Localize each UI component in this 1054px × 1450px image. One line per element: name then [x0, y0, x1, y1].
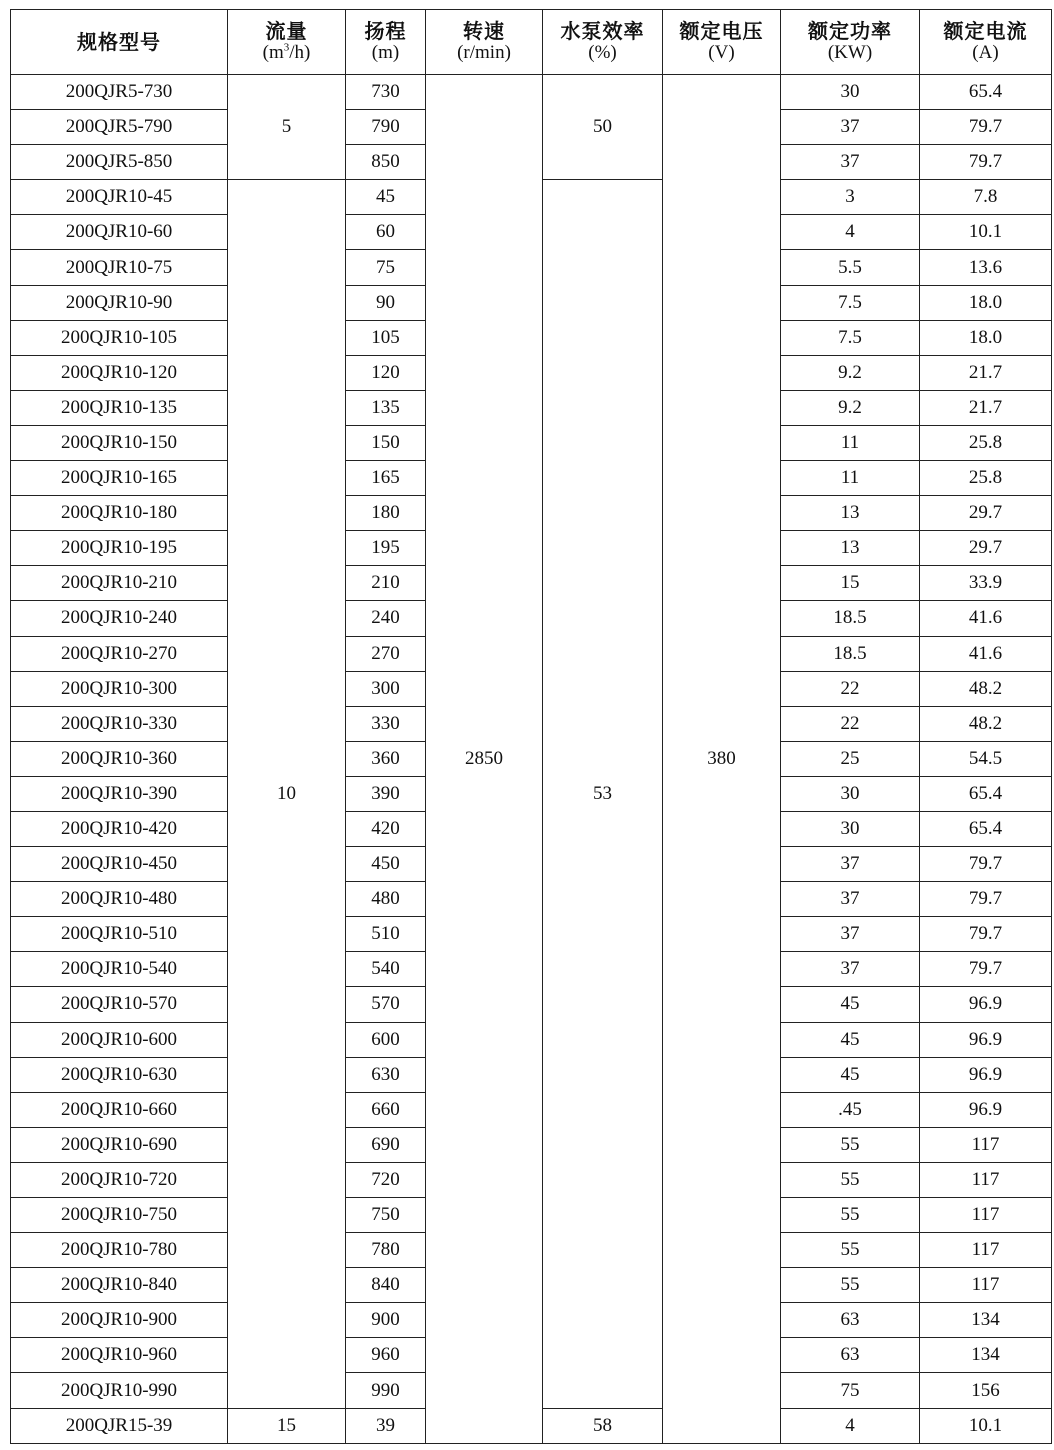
power-cell: 25: [781, 741, 920, 776]
model-cell: 200QJR10-90: [11, 285, 228, 320]
head-cell: 780: [346, 1233, 426, 1268]
power-cell: 37: [781, 882, 920, 917]
model-cell: 200QJR5-790: [11, 110, 228, 145]
power-cell: 13: [781, 496, 920, 531]
header-unit: (A): [972, 42, 999, 63]
model-cell: 200QJR10-990: [11, 1373, 228, 1408]
header-voltage: [663, 10, 781, 75]
model-cell: 200QJR10-240: [11, 601, 228, 636]
power-cell: 37: [781, 110, 920, 145]
model-cell: 200QJR10-60: [11, 215, 228, 250]
model-cell: 200QJR10-45: [11, 180, 228, 215]
model-cell: 200QJR10-840: [11, 1268, 228, 1303]
head-cell: 60: [346, 215, 426, 250]
model-cell: 200QJR5-730: [11, 75, 228, 110]
voltage-cell: 380: [663, 75, 781, 1444]
model-cell: 200QJR10-330: [11, 706, 228, 741]
head-cell: 45: [346, 180, 426, 215]
header-unit: (V): [708, 42, 735, 63]
header-power: [781, 10, 920, 75]
head-cell: 210: [346, 566, 426, 601]
model-cell: 200QJR10-570: [11, 987, 228, 1022]
power-cell: 11: [781, 461, 920, 496]
head-cell: 195: [346, 531, 426, 566]
model-cell: 200QJR10-390: [11, 776, 228, 811]
model-cell: 200QJR10-420: [11, 811, 228, 846]
header-title: 水泵效率: [560, 19, 645, 43]
head-cell: 660: [346, 1092, 426, 1127]
header-speed: [426, 10, 543, 75]
power-cell: 22: [781, 706, 920, 741]
head-cell: 120: [346, 355, 426, 390]
power-cell: 30: [781, 75, 920, 110]
model-cell: 200QJR10-105: [11, 320, 228, 355]
model-cell: 200QJR10-540: [11, 952, 228, 987]
current-cell: 48.2: [920, 671, 1052, 706]
current-cell: 79.7: [920, 917, 1052, 952]
header-title: 转速: [463, 19, 505, 43]
header-model: [11, 10, 228, 75]
current-cell: 65.4: [920, 776, 1052, 811]
current-cell: 96.9: [920, 1057, 1052, 1092]
current-cell: 65.4: [920, 75, 1052, 110]
speed-cell: 2850: [426, 75, 543, 1444]
current-cell: 96.9: [920, 987, 1052, 1022]
power-cell: 45: [781, 1022, 920, 1057]
head-cell: 360: [346, 741, 426, 776]
power-cell: 11: [781, 425, 920, 460]
table-row: [11, 75, 1052, 110]
current-cell: 96.9: [920, 1022, 1052, 1057]
model-cell: 200QJR10-690: [11, 1127, 228, 1162]
model-cell: 200QJR10-630: [11, 1057, 228, 1092]
head-cell: 850: [346, 145, 426, 180]
head-cell: 450: [346, 847, 426, 882]
header-title: 额定电压: [679, 19, 764, 43]
power-cell: 3: [781, 180, 920, 215]
pump-spec-table: [10, 9, 1052, 1444]
power-cell: 9.2: [781, 390, 920, 425]
power-cell: 55: [781, 1233, 920, 1268]
flow-cell: 5: [228, 75, 346, 180]
head-cell: 730: [346, 75, 426, 110]
header-flow: [228, 10, 346, 75]
head-cell: 270: [346, 636, 426, 671]
efficiency-cell: 50: [543, 75, 663, 180]
model-cell: 200QJR10-660: [11, 1092, 228, 1127]
model-cell: 200QJR15-39: [11, 1408, 228, 1443]
current-cell: 54.5: [920, 741, 1052, 776]
head-cell: 510: [346, 917, 426, 952]
current-cell: 117: [920, 1162, 1052, 1197]
power-cell: 55: [781, 1162, 920, 1197]
current-cell: 79.7: [920, 145, 1052, 180]
current-cell: 29.7: [920, 531, 1052, 566]
table-body: [11, 75, 1052, 1444]
head-cell: 420: [346, 811, 426, 846]
head-cell: 960: [346, 1338, 426, 1373]
power-cell: 9.2: [781, 355, 920, 390]
power-cell: 55: [781, 1198, 920, 1233]
model-cell: 200QJR10-270: [11, 636, 228, 671]
current-cell: 18.0: [920, 320, 1052, 355]
head-cell: 105: [346, 320, 426, 355]
power-cell: 63: [781, 1303, 920, 1338]
power-cell: 13: [781, 531, 920, 566]
power-cell: 15: [781, 566, 920, 601]
head-cell: 75: [346, 250, 426, 285]
power-cell: 22: [781, 671, 920, 706]
current-cell: 13.6: [920, 250, 1052, 285]
power-cell: 4: [781, 1408, 920, 1443]
model-cell: 200QJR5-850: [11, 145, 228, 180]
model-cell: 200QJR10-900: [11, 1303, 228, 1338]
head-cell: 570: [346, 987, 426, 1022]
header-efficiency: [543, 10, 663, 75]
current-cell: 65.4: [920, 811, 1052, 846]
current-cell: 117: [920, 1233, 1052, 1268]
power-cell: 45: [781, 1057, 920, 1092]
power-cell: 55: [781, 1127, 920, 1162]
current-cell: 21.7: [920, 355, 1052, 390]
model-cell: 200QJR10-750: [11, 1198, 228, 1233]
header-unit: $(m^3/h)$: [262, 41, 311, 63]
current-cell: 41.6: [920, 601, 1052, 636]
model-cell: 200QJR10-135: [11, 390, 228, 425]
power-cell: 4: [781, 215, 920, 250]
flow-cell: 10: [228, 180, 346, 1408]
current-cell: 25.8: [920, 425, 1052, 460]
model-cell: 200QJR10-510: [11, 917, 228, 952]
model-cell: 200QJR10-165: [11, 461, 228, 496]
head-cell: 300: [346, 671, 426, 706]
current-cell: 156: [920, 1373, 1052, 1408]
head-cell: 330: [346, 706, 426, 741]
model-cell: 200QJR10-480: [11, 882, 228, 917]
power-cell: 45: [781, 987, 920, 1022]
current-cell: 10.1: [920, 1408, 1052, 1443]
header-unit: (KW): [827, 42, 873, 63]
power-cell: 7.5: [781, 285, 920, 320]
head-cell: 840: [346, 1268, 426, 1303]
power-cell: 30: [781, 811, 920, 846]
model-cell: 200QJR10-600: [11, 1022, 228, 1057]
head-cell: 750: [346, 1198, 426, 1233]
power-cell: .45: [781, 1092, 920, 1127]
current-cell: 41.6: [920, 636, 1052, 671]
header-head: [346, 10, 426, 75]
current-cell: 134: [920, 1338, 1052, 1373]
header-title: 流量: [265, 19, 308, 43]
head-cell: 390: [346, 776, 426, 811]
model-cell: 200QJR10-195: [11, 531, 228, 566]
model-cell: 200QJR10-780: [11, 1233, 228, 1268]
model-cell: 200QJR10-960: [11, 1338, 228, 1373]
head-cell: 900: [346, 1303, 426, 1338]
power-cell: 75: [781, 1373, 920, 1408]
power-cell: 18.5: [781, 601, 920, 636]
header-title: 额定功率: [808, 19, 892, 43]
model-cell: 200QJR10-450: [11, 847, 228, 882]
current-cell: 134: [920, 1303, 1052, 1338]
head-cell: 135: [346, 390, 426, 425]
model-cell: 200QJR10-360: [11, 741, 228, 776]
current-cell: 117: [920, 1127, 1052, 1162]
head-cell: 790: [346, 110, 426, 145]
power-cell: 18.5: [781, 636, 920, 671]
power-cell: 37: [781, 847, 920, 882]
current-cell: 7.8: [920, 180, 1052, 215]
power-cell: 55: [781, 1268, 920, 1303]
head-cell: 150: [346, 425, 426, 460]
current-cell: 96.9: [920, 1092, 1052, 1127]
power-cell: 37: [781, 917, 920, 952]
current-cell: 48.2: [920, 706, 1052, 741]
header-title: 额定电流: [943, 19, 1028, 43]
power-cell: 63: [781, 1338, 920, 1373]
head-cell: 690: [346, 1127, 426, 1162]
header-title: 扬程: [364, 19, 407, 43]
current-cell: 21.7: [920, 390, 1052, 425]
model-cell: 200QJR10-120: [11, 355, 228, 390]
efficiency-cell: 53: [543, 180, 663, 1408]
power-cell: 30: [781, 776, 920, 811]
current-cell: 117: [920, 1198, 1052, 1233]
current-cell: 117: [920, 1268, 1052, 1303]
head-cell: 180: [346, 496, 426, 531]
current-cell: 79.7: [920, 110, 1052, 145]
current-cell: 10.1: [920, 215, 1052, 250]
current-cell: 79.7: [920, 882, 1052, 917]
model-cell: 200QJR10-75: [11, 250, 228, 285]
current-cell: 29.7: [920, 496, 1052, 531]
head-cell: 480: [346, 882, 426, 917]
header-unit: (%): [588, 42, 617, 63]
header-title: 规格型号: [77, 30, 161, 54]
current-cell: 79.7: [920, 952, 1052, 987]
head-cell: 720: [346, 1162, 426, 1197]
current-cell: 79.7: [920, 847, 1052, 882]
model-cell: 200QJR10-150: [11, 425, 228, 460]
current-cell: 25.8: [920, 461, 1052, 496]
power-cell: 37: [781, 952, 920, 987]
head-cell: 165: [346, 461, 426, 496]
head-cell: 240: [346, 601, 426, 636]
current-cell: 18.0: [920, 285, 1052, 320]
model-cell: 200QJR10-180: [11, 496, 228, 531]
model-cell: 200QJR10-720: [11, 1162, 228, 1197]
power-cell: 37: [781, 145, 920, 180]
efficiency-cell: 58: [543, 1408, 663, 1443]
power-cell: 5.5: [781, 250, 920, 285]
head-cell: 90: [346, 285, 426, 320]
flow-cell: 15: [228, 1408, 346, 1443]
model-cell: 200QJR10-210: [11, 566, 228, 601]
head-cell: 630: [346, 1057, 426, 1092]
power-cell: 7.5: [781, 320, 920, 355]
model-cell: 200QJR10-300: [11, 671, 228, 706]
current-cell: 33.9: [920, 566, 1052, 601]
header-row: [11, 10, 1052, 75]
head-cell: 600: [346, 1022, 426, 1057]
head-cell: 990: [346, 1373, 426, 1408]
header-unit: (r/min): [457, 42, 511, 63]
head-cell: 39: [346, 1408, 426, 1443]
header-current: [920, 10, 1052, 75]
header-unit: (m): [371, 42, 400, 63]
head-cell: 540: [346, 952, 426, 987]
